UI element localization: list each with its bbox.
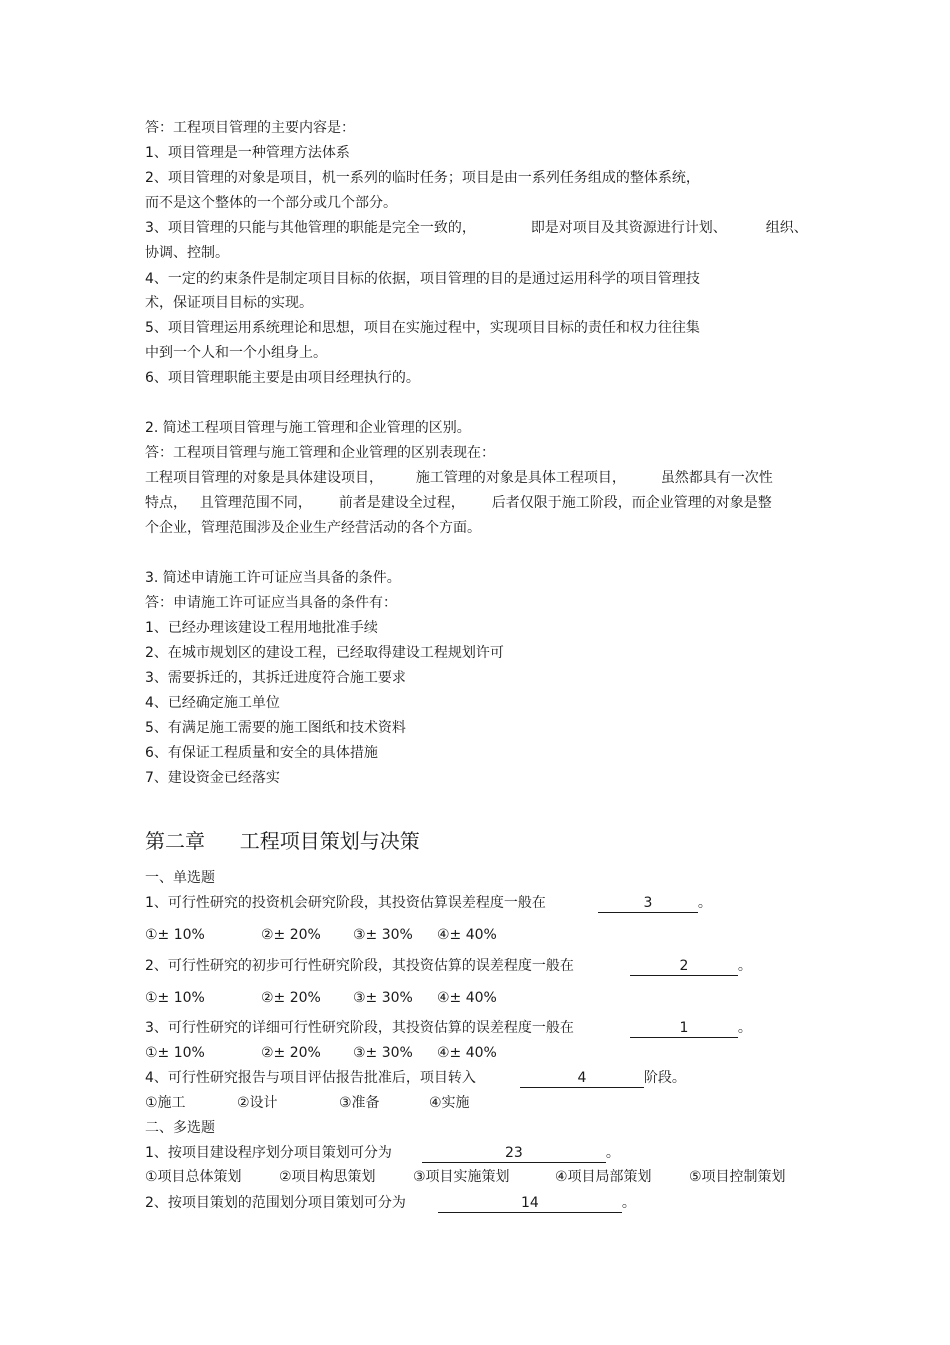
list-item: 2、项目管理的对象是项目，机一系列的临时任务；项目是由一系列任务组成的整体系统，: [145, 170, 700, 186]
list-item: 1、已经办理该建设工程用地批准手续: [145, 620, 378, 636]
text-segment: 组织、: [765, 220, 808, 236]
option: ④± 40%: [437, 1045, 497, 1061]
question-text: 2、可行性研究的初步可行性研究阶段，其投资估算的误差程度一般在: [145, 958, 574, 974]
list-item: 1、项目管理是一种管理方法体系: [145, 145, 350, 161]
question-heading: 2. 简述工程项目管理与施工管理和企业管理的区别。: [145, 420, 471, 436]
question-line: [145, 1144, 620, 1163]
list-item: 而不是这个整体的一个部分或几个部分。: [145, 195, 397, 211]
text-segment: 且管理范围不同，: [199, 495, 312, 511]
text-segment: 后者仅限于施工阶段，而企业管理的对象是整: [491, 495, 772, 511]
options-line: [145, 926, 497, 944]
question-line: [145, 1194, 636, 1213]
answer-blank: [598, 895, 698, 913]
option: ④实施: [429, 1095, 470, 1111]
answer-value: 4: [577, 1070, 587, 1086]
question-end: 阶段。: [643, 1070, 686, 1086]
option: ①± 10%: [145, 1045, 205, 1061]
question-end: 。: [621, 1195, 636, 1211]
option: ①项目总体策划: [145, 1169, 242, 1185]
list-item: 协调、控制。: [145, 245, 229, 261]
answer-blank: [422, 1145, 606, 1163]
list-item: 6、有保证工程质量和安全的具体措施: [145, 745, 378, 761]
answer-value: 3: [643, 895, 653, 911]
answer-blank: [520, 1070, 644, 1088]
list-item: 术，保证项目目标的实现。: [145, 295, 313, 311]
text-segment: 前者是建设全过程，: [338, 495, 465, 511]
answer-blank: [630, 1020, 738, 1038]
question-text: 4、可行性研究报告与项目评估报告批准后，项目转入: [145, 1070, 476, 1086]
list-item: 6、项目管理职能主要是由项目经理执行的。: [145, 370, 420, 386]
list-item: 7、建设资金已经落实: [145, 770, 280, 786]
option: ③项目实施策划: [413, 1169, 510, 1185]
option: ⑤项目控制策划: [689, 1169, 786, 1185]
chapter-title: 工程项目策划与决策: [239, 829, 420, 853]
answer-blank: [630, 958, 738, 976]
list-item: 2、在城市规划区的建设工程，已经取得建设工程规划许可: [145, 645, 504, 661]
option: ①± 10%: [145, 927, 205, 943]
answer-value: 2: [679, 958, 689, 974]
answer-intro: 答：申请施工许可证应当具备的条件有：: [145, 595, 397, 611]
question-text: 3、可行性研究的详细可行性研究阶段，其投资估算的误差程度一般在: [145, 1020, 574, 1036]
options-line: [145, 1168, 786, 1186]
question-heading: 3. 简述申请施工许可证应当具备的条件。: [145, 570, 401, 586]
question-end: 。: [605, 1145, 620, 1161]
option: ④± 40%: [437, 927, 497, 943]
text-segment: 3、项目管理的只能与其他管理的职能是完全一致的，: [145, 220, 476, 236]
option: ③± 30%: [353, 1045, 413, 1061]
list-item: [145, 219, 808, 237]
option: ④± 40%: [437, 990, 497, 1006]
section-heading: 二、多选题: [145, 1120, 215, 1136]
question-text: 1、可行性研究的投资机会研究阶段，其投资估算误差程度一般在: [145, 895, 546, 911]
option: ③准备: [339, 1095, 380, 1111]
option: ②± 20%: [261, 1045, 321, 1061]
option: ①施工: [145, 1095, 186, 1111]
option: ①± 10%: [145, 990, 205, 1006]
option: ③± 30%: [353, 927, 413, 943]
option: ②设计: [237, 1095, 278, 1111]
question-end: 。: [697, 895, 712, 911]
text-segment: 虽然都具有一次性: [660, 470, 773, 486]
list-item: 4、已经确定施工单位: [145, 695, 280, 711]
question-text: 1、按项目建设程序划分项目策划可分为: [145, 1145, 392, 1161]
answer-value: 14: [520, 1195, 539, 1211]
section-heading: 一、单选题: [145, 870, 215, 886]
options-line: [145, 989, 497, 1007]
question-text: 2、按项目策划的范围划分项目策划可分为: [145, 1195, 406, 1211]
option: ②项目构思策划: [279, 1169, 376, 1185]
paragraph-line: [145, 494, 772, 512]
option: ②± 20%: [261, 927, 321, 943]
list-item: 3、需要拆迁的，其拆迁进度符合施工要求: [145, 670, 406, 686]
paragraph-line: [145, 469, 773, 487]
text-segment: 施工管理的对象是具体工程项目，: [415, 470, 626, 486]
answer-intro: 答：工程项目管理与施工管理和企业管理的区别表现在：: [145, 445, 495, 461]
option: ④项目局部策划: [555, 1169, 652, 1185]
question-end: 。: [737, 958, 752, 974]
list-item: 5、项目管理运用系统理论和思想，项目在实施过程中，实现项目目标的责任和权力往往集: [145, 320, 700, 336]
list-item: 4、一定的约束条件是制定项目目标的依据，项目管理的目的是通过运用科学的项目管理技: [145, 271, 700, 287]
question-line: [145, 957, 752, 976]
answer-intro: 答：工程项目管理的主要内容是：: [145, 120, 355, 136]
text-segment: 特点，: [145, 495, 187, 511]
chapter-label: 第二章: [145, 829, 205, 853]
chapter-heading: [145, 828, 420, 854]
question-line: [145, 894, 712, 913]
text-segment: 即是对项目及其资源进行计划、: [530, 220, 727, 236]
option: ③± 30%: [353, 990, 413, 1006]
answer-value: 23: [504, 1145, 523, 1161]
paragraph-line: 个企业，管理范围涉及企业生产经营活动的各个方面。: [145, 520, 481, 536]
answer-blank: [438, 1195, 622, 1213]
option: ②± 20%: [261, 990, 321, 1006]
options-line: [145, 1044, 497, 1062]
list-item: 5、有满足施工需要的施工图纸和技术资料: [145, 720, 406, 736]
question-line: [145, 1069, 686, 1088]
options-line: [145, 1094, 470, 1112]
list-item: 中到一个人和一个小组身上。: [145, 345, 327, 361]
question-end: 。: [737, 1020, 752, 1036]
text-segment: 工程项目管理的对象是具体建设项目，: [145, 470, 383, 486]
answer-value: 1: [679, 1020, 689, 1036]
question-line: [145, 1019, 752, 1038]
